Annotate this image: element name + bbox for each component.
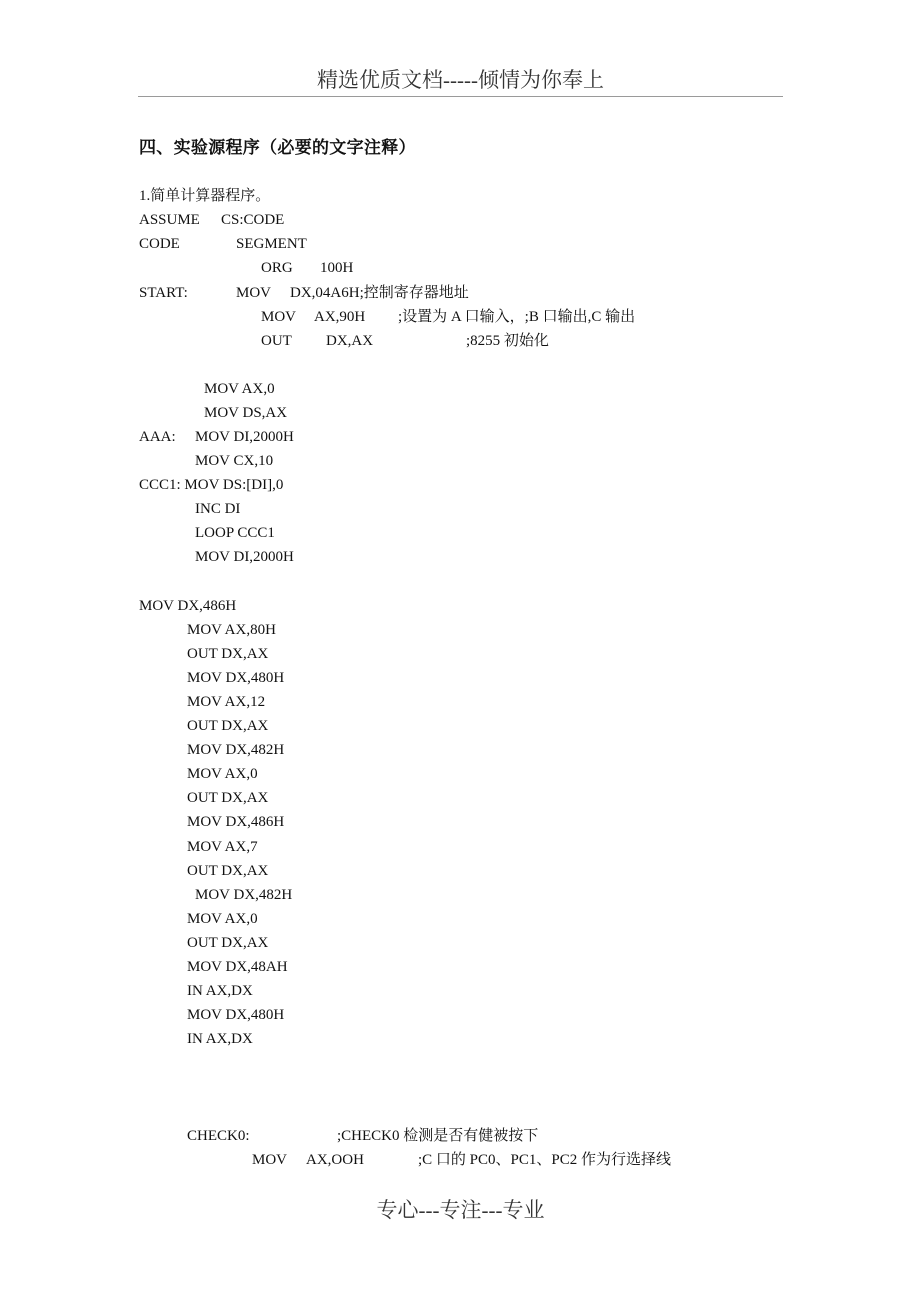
code-line: MOV AX,0 (187, 766, 258, 782)
page-footer: 专心---专注---专业 (376, 1198, 545, 1222)
code-line-code-arg: SEGMENT (236, 236, 307, 252)
code-line: MOV AX,0 (187, 911, 258, 927)
code-line: OUT DX,AX (187, 863, 269, 879)
code-line-start-label: START: (139, 285, 188, 301)
code-line-ccc1: CCC1: MOV DS:[DI],0 (139, 477, 284, 493)
code-line: MOV DI,2000H (195, 549, 294, 565)
code-line-code-label: CODE (139, 236, 180, 252)
code-line: OUT DX,AX (187, 646, 269, 662)
code-line: IN AX,DX (187, 1031, 253, 1047)
code-line-out-arg: DX,AX (326, 333, 374, 349)
code-line: MOV DX,48AH (187, 959, 288, 975)
code-line-start-op: MOV (236, 285, 272, 301)
header-rule (138, 96, 783, 97)
code-line: MOV AX,0 (204, 381, 275, 397)
code-line-org-arg: 100H (320, 260, 354, 276)
code-line: IN AX,DX (187, 983, 253, 999)
code-line-start-arg: DX,04A6H;控制寄存器地址 (290, 285, 469, 301)
code-line: INC DI (195, 501, 241, 517)
code-line: OUT DX,AX (187, 935, 269, 951)
code-line: MOV DX,480H (187, 1007, 285, 1023)
code-line: MOV DX,482H (187, 742, 285, 758)
code-line: MOV DS,AX (204, 405, 288, 421)
code-line: MOV AX,12 (187, 694, 266, 710)
code-line-mov-op: MOV (261, 309, 297, 325)
code-line: LOOP CCC1 (195, 525, 275, 541)
code-line-aaa-ins: MOV DI,2000H (195, 429, 294, 445)
code-line: MOV DX,486H (139, 598, 237, 614)
code-line-last-comment: ;C 口的 PC0、PC1、PC2 作为行选择线 (418, 1152, 671, 1168)
code-line: MOV AX,7 (187, 839, 258, 855)
code-line-aaa-label: AAA: (139, 429, 176, 445)
code-line-check0-comment: ;CHECK0 检测是否有健被按下 (337, 1128, 539, 1144)
code-line: MOV CX,10 (195, 453, 274, 469)
code-line-assume-label: ASSUME (139, 212, 200, 228)
code-line-org-op: ORG (261, 260, 293, 276)
code-line-last-op: MOV (252, 1152, 288, 1168)
code-line: MOV DX,482H (195, 887, 293, 903)
code-line-assume-arg: CS:CODE (221, 212, 285, 228)
code-line: MOV DX,480H (187, 670, 285, 686)
code-line-last-arg: AX,OOH (306, 1152, 364, 1168)
code-line-out-comment: ;8255 初始化 (466, 333, 549, 349)
section-heading: 四、实验源程序（必要的文字注释） (139, 138, 416, 157)
code-line-check0-label: CHECK0: (187, 1128, 250, 1144)
code-line-mov-comment: ;设置为 A 口输入，;B 口输出,C 输出 (398, 309, 636, 325)
code-line-mov-arg: AX,90H (314, 309, 366, 325)
code-line: OUT DX,AX (187, 790, 269, 806)
page-header: 精选优质文档-----倾情为你奉上 (317, 68, 604, 92)
code-line-out-op: OUT (261, 333, 292, 349)
code-line-title: 1.简单计算器程序。 (139, 188, 271, 204)
code-line: MOV AX,80H (187, 622, 276, 638)
code-line: OUT DX,AX (187, 718, 269, 734)
code-line: MOV DX,486H (187, 814, 285, 830)
